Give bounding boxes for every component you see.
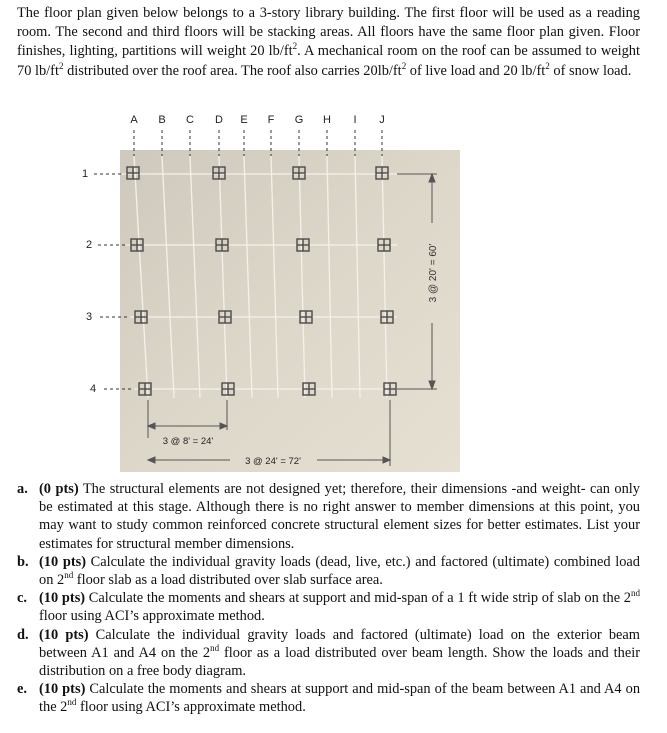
col-label: C xyxy=(186,114,194,126)
question-text: Calculate the individual gravity loads and factored (ultimate) load on the exterior beam between A1 and A4 on the 2 xyxy=(39,626,641,661)
sup: nd xyxy=(64,570,74,581)
question-text-2: floor slab as a load distributed over slab surface area. xyxy=(73,572,383,589)
question-text-2: floor using ACI’s approximate method. xyxy=(39,608,265,625)
col-label: D xyxy=(215,114,223,126)
sup: 2 xyxy=(58,60,64,71)
row-label: 2 xyxy=(86,239,93,251)
question-body xyxy=(39,553,640,589)
dim-small-label: 3 @ 8' = 24' xyxy=(162,436,214,447)
intro-text-4: of live load and 20 lb/ft xyxy=(406,62,546,79)
question-text: Calculate the moments and shears at support and mid-span of a 1 ft wide strip of slab on the 2 xyxy=(85,590,631,607)
col-label: F xyxy=(267,114,275,126)
dim-large-label: 3 @ 24' = 72' xyxy=(245,456,301,467)
sup: nd xyxy=(631,588,640,599)
question-text: Calculate the moments and shears at support and mid-span of the beam between A1 and A4 on the 2 xyxy=(39,681,641,716)
question-label: e. xyxy=(17,681,27,698)
question-points: (10 pts) xyxy=(39,681,86,698)
col-label: J xyxy=(379,114,385,126)
col-label: B xyxy=(158,114,166,126)
col-label: H xyxy=(323,114,331,126)
col-label: G xyxy=(294,114,304,126)
question-label: d. xyxy=(17,626,29,643)
intro-text-5: of snow load. xyxy=(549,62,632,79)
question-points: (10 pts) xyxy=(39,590,86,607)
col-label: A xyxy=(130,114,138,126)
sup: 2 xyxy=(401,60,407,71)
intro-text-2: . A mechanical room on the roof can be assumed to weight 70 lb/ft xyxy=(17,43,640,79)
question-text-2: floor as a load distributed over beam length. Show the loads and their distribution on a free body diagram. xyxy=(39,644,641,680)
photo-background xyxy=(120,150,460,472)
question-a xyxy=(17,480,640,553)
question-label: c. xyxy=(17,590,27,607)
sup: 2 xyxy=(292,41,298,52)
question-e xyxy=(17,680,640,716)
sup: 2 xyxy=(545,60,550,71)
floor-plan-figure xyxy=(72,108,462,472)
question-text: The structural elements are not designed yet; therefore, their dimensions -and weight- can only be estimated at this stage. Although there is no right answer to member dimensions at this point, you may want to study common reinforced concrete structural element sizes for better estimates. List your estimates for structural member dimensions. xyxy=(39,481,641,552)
row-label: 3 xyxy=(86,311,93,323)
question-body xyxy=(39,680,640,716)
sup: nd xyxy=(67,697,77,708)
question-body xyxy=(39,589,640,625)
question-text: Calculate the individual gravity loads (dead, live, etc.) and factored (ultimate) combined load on 2 xyxy=(39,553,640,589)
question-d xyxy=(17,626,640,681)
dim-vertical-label: 3 @ 20' = 60' xyxy=(428,243,439,303)
question-body xyxy=(39,626,640,681)
question-points: (10 pts) xyxy=(39,626,89,643)
intro-text-3: distributed over the roof area. The roof also carries 20lb/ft xyxy=(63,62,402,79)
intro-text-1: The floor plan given below belongs to a 3-story library building. The first floor will be used as a reading room. The second and third floors will be stacking areas. All floors have the same floor plan given. Floor finishes, lighting, partitions will weight 20 lb/ft xyxy=(17,5,640,60)
question-body xyxy=(39,480,640,553)
question-points: (10 pts) xyxy=(39,553,87,570)
row-label: 1 xyxy=(82,168,89,180)
question-label: b. xyxy=(17,553,29,570)
col-label: E xyxy=(240,114,248,126)
question-text-2: floor using ACI’s approximate method. xyxy=(76,699,306,716)
problem-statement xyxy=(17,4,640,81)
question-b xyxy=(17,553,640,589)
sup: nd xyxy=(210,643,220,654)
question-c xyxy=(17,589,640,625)
col-label: I xyxy=(353,114,357,126)
question-list xyxy=(17,480,640,717)
question-points: (0 pts) xyxy=(39,481,79,497)
question-label: a. xyxy=(17,481,28,497)
row-label: 4 xyxy=(90,383,97,395)
